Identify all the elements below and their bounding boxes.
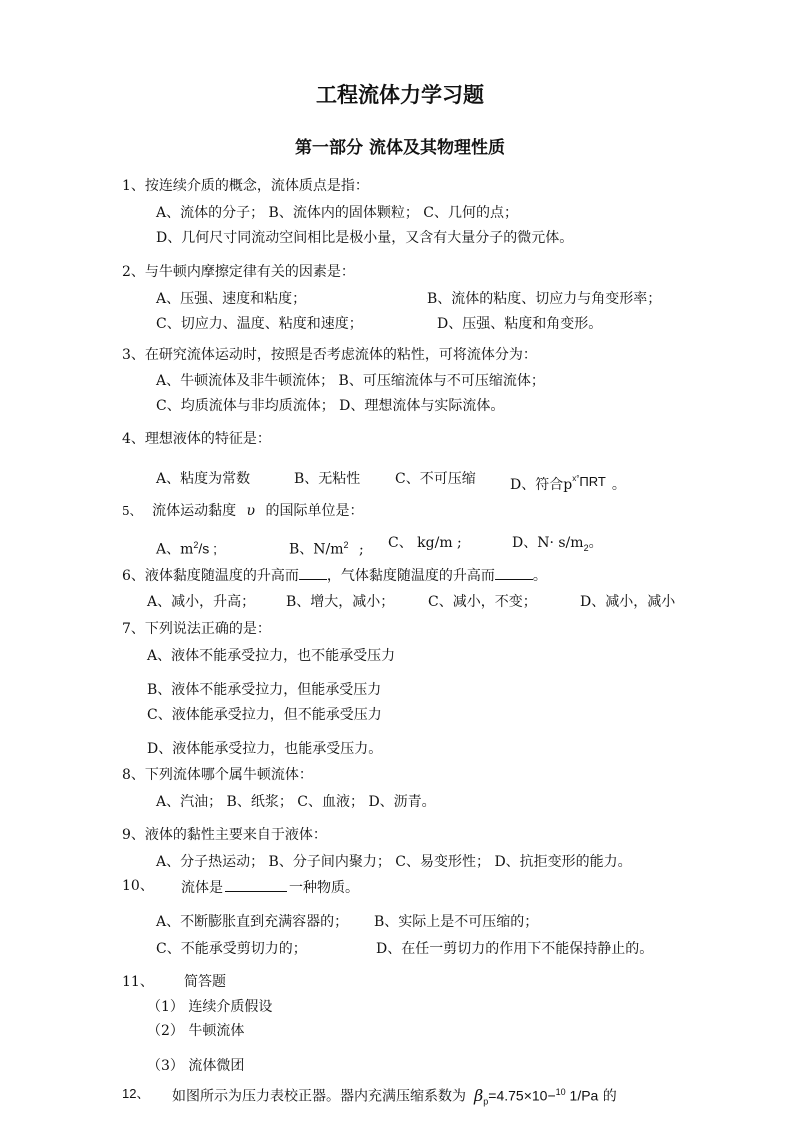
answer-blank <box>495 565 533 580</box>
question-12-stem <box>172 1083 617 1110</box>
answer-blank <box>225 877 287 892</box>
question-1-options-line-2: D、几何尺寸同流动空间相比是极小量，又含有大量分子的微元体。 <box>156 230 574 246</box>
question-4-option-d <box>510 470 626 494</box>
question-5-end: 的国际单位是： <box>265 503 364 519</box>
question-10-part-a: 流体是 <box>181 880 223 896</box>
question-6-part-b: ，气体黏度随温度的升高而 <box>326 568 495 584</box>
question-10-part-b: 一种物质。 <box>289 880 359 896</box>
viscosity-symbol: υ <box>246 503 256 519</box>
question-4-stem: 4、理想液体的特征是： <box>122 431 271 447</box>
question-4-option-d-text: D、符合p <box>510 477 573 493</box>
question-7-option-a: A、液体不能承受拉力，也不能承受压力 <box>147 648 396 664</box>
question-4-option-d-end: 。 <box>611 477 626 493</box>
question-8-options: A、汽油； B、纸浆； C、血液； D、沥青。 <box>156 794 436 810</box>
question-10-option-a: A、不断膨胀直到充满容器的； <box>156 914 349 930</box>
beta-symbol: β <box>474 1085 484 1105</box>
question-6-option-a: A、减小，升高； <box>147 594 256 610</box>
question-6-stem <box>122 565 547 585</box>
question-2-stem: 2、与牛顿内摩擦定律有关的因素是： <box>122 264 355 280</box>
question-11-number: 11、 <box>122 974 154 990</box>
option-a-superscript: 2 <box>193 540 199 550</box>
question-6-end: 。 <box>532 568 547 584</box>
part-title: 第一部分 流体及其物理性质 <box>295 138 505 158</box>
question-11-item-2: （2） 牛顿流体 <box>147 1023 245 1039</box>
option-b-superscript: 2 <box>343 540 349 550</box>
option-b-end: ; <box>354 541 364 558</box>
question-5-text: 流体运动黏度 <box>152 503 237 519</box>
question-6-part-a: 6、液体黏度随温度的升高而 <box>122 568 299 584</box>
question-7-option-d: D、液体能承受拉力，也能承受压力。 <box>147 741 383 757</box>
exponent: 10 <box>555 1087 566 1097</box>
question-7-option-c: C、液体能承受拉力，但不能承受压力 <box>147 707 382 723</box>
question-3-options-line-2: C、均质流体与非均质流体； D、理想流体与实际流体。 <box>156 398 505 414</box>
question-1-stem: 1、按连续介质的概念，流体质点是指： <box>122 178 369 194</box>
question-12-text: 如图所示为压力表校正器。器内充满压缩系数为 <box>172 1088 466 1105</box>
question-6-option-b: B、增大，减小； <box>286 594 395 610</box>
question-10-option-b: B、实际上是不可压缩的； <box>374 914 539 930</box>
question-4-option-c: C、不可压缩 <box>395 471 476 487</box>
question-9-options: A、分子热运动； B、分子间内聚力； C、易变形性； D、抗拒变形的能力。 <box>156 854 632 870</box>
question-7-stem: 7、下列说法正确的是： <box>122 621 271 637</box>
question-5-option-d <box>512 534 603 557</box>
option-d-subscript: 2 <box>583 542 589 553</box>
question-7-option-b: B、液体不能承受拉力，但能承受压力 <box>147 682 382 698</box>
question-5-number: 5、 <box>122 504 142 518</box>
compressibility-value: =4.75×10− <box>488 1087 556 1104</box>
question-5-option-a <box>156 536 217 559</box>
question-9-stem: 9、液体的黏性主要来自于液体： <box>122 827 327 843</box>
question-10-option-c: C、不能承受剪切力的； <box>156 941 307 957</box>
question-2-option-a: A、压强、速度和粘度； <box>156 291 307 307</box>
answer-blank <box>299 565 327 580</box>
unit: 1/Pa <box>565 1087 599 1104</box>
question-12-end: 的 <box>598 1088 617 1105</box>
question-5-stem <box>122 502 364 520</box>
question-11-item-1: （1） 连续介质假设 <box>147 999 273 1015</box>
question-10-stem <box>181 877 359 897</box>
question-2-option-b: B、流体的粘度、切应力与角变形率； <box>427 291 662 307</box>
question-6-option-d: D、减小，减小 <box>580 594 676 610</box>
page-title: 工程流体力学习题 <box>316 83 484 107</box>
question-3-options-line-1: A、牛顿流体及非牛顿流体； B、可压缩流体与不可压缩流体； <box>156 373 545 389</box>
question-10-number: 10、 <box>122 878 154 894</box>
option-a-unit-end: /s ; <box>198 540 218 557</box>
question-11-item-3: （3） 流体微团 <box>147 1058 245 1074</box>
option-d-end: 。 <box>588 535 603 551</box>
question-1-options-line-1: A、流体的分子； B、流体内的固体颗粒； C、几何的点； <box>156 205 519 221</box>
question-4-option-b: B、无粘性 <box>294 471 361 487</box>
question-12-number: 12、 <box>122 1086 150 1101</box>
question-2-option-d: D、压强、粘度和角变形。 <box>437 316 603 332</box>
beta-subscript: p <box>483 1096 489 1107</box>
formula-rt: ΠRT <box>579 474 606 489</box>
option-b-text: B、N/m <box>289 541 344 558</box>
question-11-stem: 简答题 <box>184 974 226 990</box>
option-d-text: D、N· s/m <box>512 535 584 551</box>
question-8-stem: 8、下列流体哪个属牛顿流体： <box>122 767 313 783</box>
option-a-text: A、m <box>156 541 194 558</box>
question-5-option-c: C、 kg/m ; <box>388 535 462 551</box>
question-3-stem: 3、在研究流体运动时，按照是否考虑流体的粘性，可将流体分为： <box>122 347 537 363</box>
formula-superscript: x° <box>572 474 580 483</box>
question-5-option-b <box>289 536 364 559</box>
question-10-option-d: D、在任一剪切力的作用下不能保持静止的。 <box>376 941 654 957</box>
question-4-option-a: A、粘度为常数 <box>156 471 251 487</box>
question-6-option-c: C、减小，不变； <box>428 594 537 610</box>
question-2-option-c: C、切应力、温度、粘度和速度； <box>156 316 363 332</box>
